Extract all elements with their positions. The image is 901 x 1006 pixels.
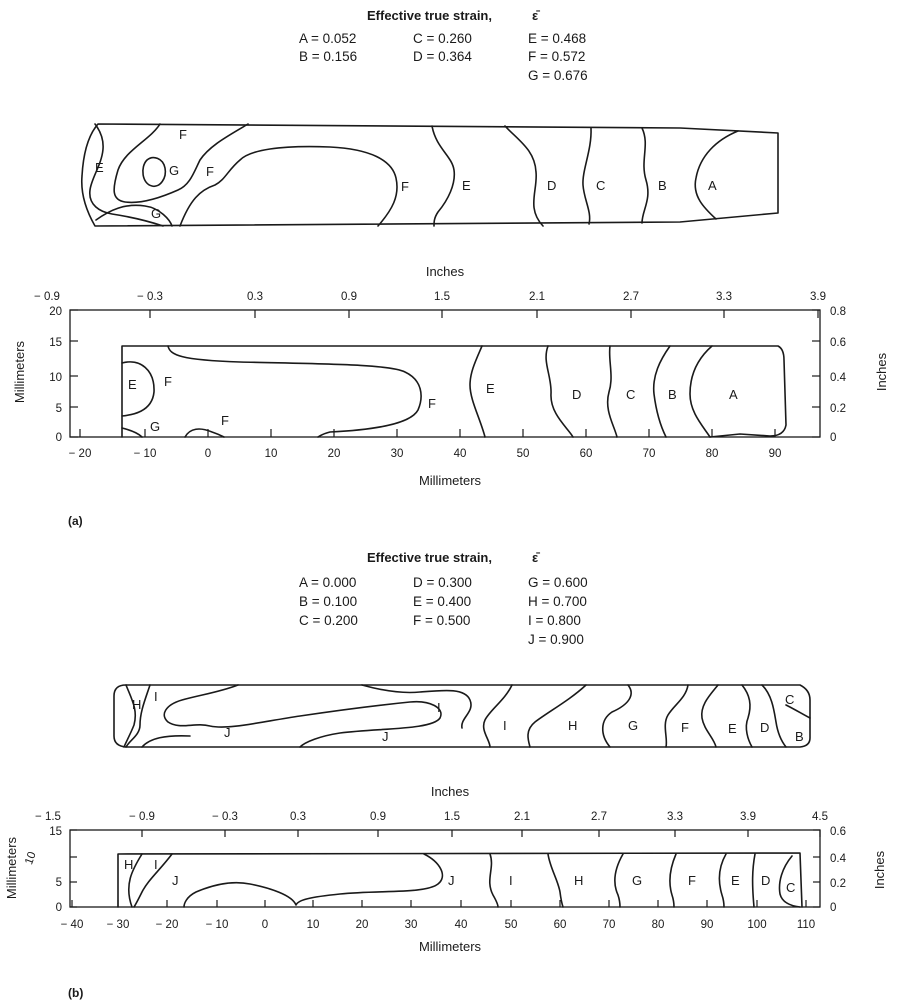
specimen-a-zone-label: E: [462, 178, 471, 193]
chart-a-zone-label: A: [729, 387, 738, 402]
specimen-b-zone-label: D: [760, 720, 770, 735]
bottom-axis-title-a: Millimeters: [418, 473, 482, 488]
right-tick-label-b: 0: [830, 902, 837, 914]
bottom-tick-label-a: 40: [453, 448, 467, 460]
legend-item-b-H: H = 0.700: [528, 594, 587, 609]
specimen-a-contour-G: [143, 158, 165, 187]
right-tick-label-a: 0.8: [830, 306, 846, 318]
legend-item-b-I: I = 0.800: [528, 613, 581, 628]
specimen-b-contour-F: [665, 685, 688, 747]
panel-label-b: (b): [68, 986, 84, 1000]
specimen-b-contour-G: [603, 685, 631, 747]
specimen-b-zone-label: H: [568, 718, 578, 733]
bottom-tick-label-a: 50: [516, 448, 530, 460]
chart-b-contour-H2: [548, 854, 563, 907]
chart-a-zone-label: F: [164, 374, 172, 389]
right-tick-label-a: 0.6: [830, 337, 846, 349]
bottom-tick-label-b: − 10: [205, 919, 229, 931]
chart-a-zone-label: E: [128, 377, 137, 392]
chart-a-zone-label: F: [428, 396, 436, 411]
legend-item-b-D: D = 0.300: [413, 575, 472, 590]
bottom-tick-label-a: 90: [768, 448, 782, 460]
chart-b-contour-I: [134, 854, 172, 907]
specimen-a-contour-F2: [180, 147, 397, 226]
chart-a-zone-label: F: [221, 413, 229, 428]
chart-b-contour-D: [753, 854, 755, 907]
specimen-b-zone-label: E: [728, 721, 737, 736]
specimen-a-contour-E2: [432, 126, 454, 226]
chart-a-contour-F: [168, 346, 421, 437]
specimen-b-zone-label: C: [785, 692, 795, 707]
top-axis-title-b: Inches: [430, 784, 470, 799]
top-tick-label-b: 0.3: [290, 811, 306, 823]
right-tick-label-a: 0: [830, 432, 837, 444]
top-tick-label-a: 0.9: [341, 291, 357, 303]
right-tick-label-b: 0.6: [830, 826, 846, 838]
specimen-b-contour-J2: [142, 736, 190, 747]
chart-b-contour-I2: [490, 854, 498, 907]
specimen-a-contour-C: [583, 128, 591, 224]
specimen-b: [114, 685, 810, 747]
panel-label-a: (a): [68, 514, 83, 528]
chart-b: [4, 784, 887, 954]
left-tick-label-b: 15: [49, 826, 62, 838]
chart-a-contour-E2: [470, 346, 485, 437]
specimen-b-contour-I3: [484, 685, 512, 747]
right-axis-title-b: Inches: [872, 850, 887, 890]
bottom-tick-label-a: 10: [264, 448, 278, 460]
specimen-a-zone-label: G: [169, 163, 180, 178]
legend-item-b-G: G = 0.600: [528, 575, 588, 590]
bottom-tick-label-a: 30: [390, 448, 404, 460]
bottom-tick-label-b: 60: [553, 919, 567, 931]
chart-b-contour-G: [615, 854, 623, 907]
chart-b-contour-J: [184, 854, 442, 907]
top-tick-label-b: 1.5: [444, 811, 460, 823]
left-tick-label-b: 5: [55, 877, 62, 889]
bottom-tick-label-a: 20: [327, 448, 341, 460]
legend-item-a-B: B = 0.156: [299, 49, 358, 64]
bottom-tick-label-a: 0: [204, 448, 212, 460]
top-tick-label-a: 2.7: [623, 291, 639, 303]
chart-a-contour-D: [546, 346, 573, 437]
specimen-a-zone-label: E: [95, 160, 104, 175]
chart-b-zone-label: I: [509, 873, 513, 888]
chart-b-zone-label: D: [761, 873, 771, 888]
right-tick-label-a: 0.4: [830, 372, 846, 384]
legend-item-b-C: C = 0.200: [299, 613, 358, 628]
specimen-b-zone-label: J: [224, 725, 231, 740]
bottom-tick-label-b: 70: [602, 919, 616, 931]
bottom-tick-label-b: 10: [306, 919, 320, 931]
specimen-a-zone-label: F: [179, 127, 187, 142]
legend-item-b-B: B = 0.100: [299, 594, 358, 609]
specimen-b-contour-E: [702, 685, 718, 747]
right-tick-label-b: 0.2: [830, 878, 846, 890]
left-tick-label-a: 10: [49, 372, 62, 384]
chart-b-zone-label: G: [632, 873, 643, 888]
chart-b-zone-label: H: [124, 857, 134, 872]
top-tick-label-b: 3.3: [667, 811, 683, 823]
chart-a-contour-G: [122, 428, 142, 437]
specimen-a-zone-label: F: [401, 179, 409, 194]
specimen-a-contour-B: [642, 128, 648, 223]
left-axis-title-b: Millimeters: [4, 836, 19, 900]
legend-item-b-E: E = 0.400: [413, 594, 472, 609]
bottom-tick-label-b: 30: [404, 919, 418, 931]
chart-b-zone-label: F: [688, 873, 696, 888]
left-tick-label-a: 20: [49, 306, 62, 318]
specimen-b-contour-H2: [528, 685, 586, 747]
specimen-a-contour-A: [695, 131, 738, 219]
top-tick-label-b: 4.5: [812, 811, 828, 823]
legend-item-a-F: F = 0.572: [528, 49, 586, 64]
bottom-tick-label-b: 110: [796, 919, 816, 931]
specimen-b-contour-J: [164, 685, 441, 747]
left-tick-label-a: 0: [55, 432, 62, 444]
legend-symbol-a: ε̄: [532, 8, 539, 23]
chart-a-ticks: [70, 310, 820, 437]
left-tick-label-b: 10: [23, 850, 39, 867]
top-tick-label-a: 2.1: [529, 291, 545, 303]
specimen-a-zone-label: F: [206, 164, 214, 179]
chart-a-zone-label: C: [626, 387, 636, 402]
right-axis-title-a: Inches: [874, 352, 889, 392]
bottom-tick-label-b: 0: [261, 919, 269, 931]
bottom-tick-label-b: 90: [700, 919, 714, 931]
top-tick-label-a: 0.3: [247, 291, 263, 303]
legend-title-a: Effective true strain,: [367, 8, 492, 23]
chart-b-contour-E: [719, 854, 726, 907]
top-tick-label-a: 3.9: [810, 291, 826, 303]
chart-b-zone-label: C: [786, 880, 796, 895]
bottom-tick-label-a: − 20: [68, 448, 92, 460]
bottom-tick-label-b: 40: [454, 919, 468, 931]
bottom-tick-label-b: − 40: [60, 919, 84, 931]
chart-b-contour-F: [670, 854, 676, 907]
specimen-b-zone-label: G: [628, 718, 639, 733]
chart-b-zone-label: J: [448, 873, 455, 888]
bottom-tick-label-b: 80: [651, 919, 665, 931]
chart-a-contour-E: [122, 362, 154, 416]
specimen-a-zone-label: C: [596, 178, 606, 193]
left-tick-label-a: 15: [49, 337, 62, 349]
chart-b-zone-label: H: [574, 873, 584, 888]
specimen-b-zone-label: H: [132, 697, 142, 712]
legend-item-a-D: D = 0.364: [413, 49, 472, 64]
specimen-b-zone-label: J: [382, 729, 389, 744]
chart-a-zone-label: G: [150, 419, 161, 434]
legend-item-a-C: C = 0.260: [413, 31, 472, 46]
bottom-tick-label-b: 20: [355, 919, 369, 931]
chart-a-zone-label: B: [668, 387, 677, 402]
top-tick-label-a: − 0.3: [137, 291, 163, 303]
bottom-axis-title-b: Millimeters: [418, 939, 482, 954]
top-tick-label-b: − 0.3: [212, 811, 238, 823]
specimen-b-contour-C: [762, 685, 786, 747]
specimen-a-zone-label: B: [658, 178, 667, 193]
top-tick-label-b: 3.9: [740, 811, 756, 823]
chart-a: [12, 264, 889, 488]
specimen-a-zone-label: A: [708, 178, 717, 193]
bottom-tick-label-a: − 10: [133, 448, 157, 460]
top-tick-label-a: 1.5: [434, 291, 450, 303]
legend-item-a-E: E = 0.468: [528, 31, 587, 46]
legend-item-a-G: G = 0.676: [528, 68, 588, 83]
bottom-tick-label-a: 70: [642, 448, 656, 460]
specimen-a: [82, 124, 778, 226]
top-tick-label-b: − 0.9: [129, 811, 155, 823]
legend-title-b: Effective true strain,: [367, 550, 492, 565]
specimen-b-zone-label: I: [503, 718, 507, 733]
specimen-b-contour-D: [742, 685, 752, 747]
part-b: [4, 550, 887, 1000]
legend-item-b-A: A = 0.000: [299, 575, 357, 590]
specimen-b-zone-label: B: [795, 729, 804, 744]
bottom-tick-label-b: 50: [504, 919, 518, 931]
bottom-tick-label-b: − 30: [106, 919, 130, 931]
legend-item-a-A: A = 0.052: [299, 31, 357, 46]
top-tick-label-b: 0.9: [370, 811, 386, 823]
chart-b-zone-label: I: [154, 857, 158, 872]
bottom-tick-label-a: 80: [705, 448, 719, 460]
chart-b-zone-label: E: [731, 873, 740, 888]
chart-a-frame: [70, 310, 820, 437]
legend-symbol-b: ε̄: [532, 550, 539, 565]
top-tick-label-a: − 0.9: [34, 291, 60, 303]
specimen-b-zone-label: I: [154, 689, 158, 704]
specimen-a-zone-label: G: [151, 206, 162, 221]
left-axis-title-a: Millimeters: [12, 340, 27, 404]
chart-a-zone-label: D: [572, 387, 582, 402]
specimen-a-contour-D: [505, 126, 543, 226]
specimen-b-contour-I2: [362, 685, 471, 728]
chart-a-contour-F2: [185, 429, 224, 437]
legend-item-b-J: J = 0.900: [528, 632, 584, 647]
top-tick-label-b: − 1.5: [35, 811, 61, 823]
specimen-a-zone-label: D: [547, 178, 557, 193]
right-tick-label-a: 0.2: [830, 403, 846, 415]
chart-b-specimen-outline: [118, 853, 802, 907]
chart-b-frame: [70, 830, 820, 907]
legend-item-b-F: F = 0.500: [413, 613, 471, 628]
left-tick-label-b: 0: [55, 902, 62, 914]
top-tick-label-b: 2.7: [591, 811, 607, 823]
chart-b-ticks: [70, 830, 820, 907]
specimen-b-outline: [114, 685, 810, 747]
specimen-b-zone-label: I: [437, 700, 441, 715]
right-tick-label-b: 0.4: [830, 853, 846, 865]
top-tick-label-b: 2.1: [514, 811, 530, 823]
specimen-b-zone-label: F: [681, 720, 689, 735]
left-tick-label-a: 5: [55, 403, 62, 415]
part-a: [12, 8, 889, 528]
bottom-tick-label-b: − 20: [155, 919, 179, 931]
chart-b-zone-label: J: [172, 873, 179, 888]
chart-a-zone-label: E: [486, 381, 495, 396]
bottom-tick-label-b: 100: [747, 919, 767, 931]
bottom-tick-label-a: 60: [579, 448, 593, 460]
chart-a-contour-A: [690, 346, 712, 437]
chart-a-contour-C: [608, 346, 617, 437]
top-axis-title-a: Inches: [425, 264, 465, 279]
top-tick-label-a: 3.3: [716, 291, 732, 303]
